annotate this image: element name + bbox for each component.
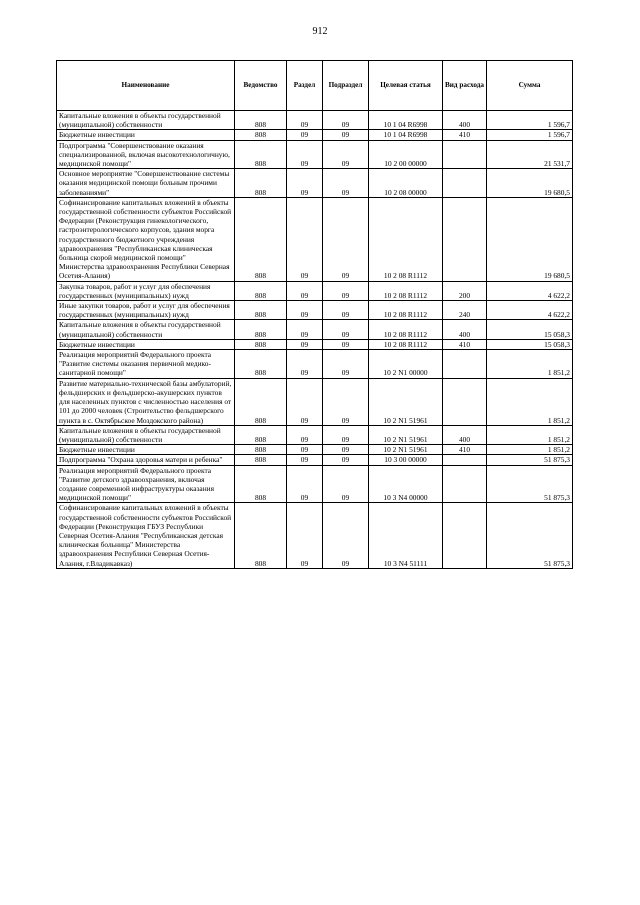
row-expense-kind xyxy=(443,140,487,169)
row-subsection: 09 xyxy=(323,140,369,169)
row-target-article: 10 2 08 R1112 xyxy=(369,301,443,320)
row-section: 09 xyxy=(287,301,323,320)
row-target-article: 10 2 N1 51961 xyxy=(369,445,443,455)
row-sum: 21 531,7 xyxy=(487,140,573,169)
row-subsection: 09 xyxy=(323,320,369,339)
row-section: 09 xyxy=(287,281,323,300)
row-target-article: 10 2 N1 51961 xyxy=(369,425,443,444)
row-name: Подпрограмма "Охрана здоровья матери и ребенка" xyxy=(57,455,235,465)
row-department: 808 xyxy=(235,445,287,455)
row-sum: 51 875,3 xyxy=(487,503,573,568)
row-subsection: 09 xyxy=(323,301,369,320)
row-department: 808 xyxy=(235,140,287,169)
row-name: Софинансирование капитальных вложений в объекты государственной собственности субъектов Российской Федерации (Реконструкция ГБУЗ Республики Северная Осетия-Алания "Республиканская детская клиническая больница" Министерства здравоохранения Республики Северная Осетия-Алания, г.Владикавказ) xyxy=(57,503,235,568)
row-name: Развитие материально-технической базы амбулаторий, фельдшерских и фельдшерско-акушерских пунктов для населенных пунктов с численностью населения от 101 до 2000 человек (Строительство фельдшерского пункта в с. Октябрьское Моздокского района) xyxy=(57,378,235,425)
table-row xyxy=(57,339,573,349)
row-department: 808 xyxy=(235,281,287,300)
row-target-article: 10 2 08 R1112 xyxy=(369,197,443,281)
table-row xyxy=(57,425,573,444)
header-subsection: Подраздел xyxy=(323,61,369,111)
row-sum: 1 851,2 xyxy=(487,445,573,455)
row-subsection: 09 xyxy=(323,111,369,130)
row-department: 808 xyxy=(235,465,287,503)
row-target-article: 10 2 08 R1112 xyxy=(369,339,443,349)
row-sum: 1 596,7 xyxy=(487,111,573,130)
row-expense-kind xyxy=(443,197,487,281)
row-target-article: 10 2 00 00000 xyxy=(369,140,443,169)
row-name: Бюджетные инвестиции xyxy=(57,445,235,455)
row-subsection: 09 xyxy=(323,503,369,568)
row-expense-kind: 200 xyxy=(443,281,487,300)
row-target-article: 10 3 N4 00000 xyxy=(369,465,443,503)
row-name: Бюджетные инвестиции xyxy=(57,339,235,349)
row-name: Основное мероприятие "Совершенствование системы оказания медицинской помощи больным прочими заболеваниями" xyxy=(57,169,235,198)
row-sum: 1 851,2 xyxy=(487,425,573,444)
row-expense-kind: 400 xyxy=(443,320,487,339)
header-sum: Сумма xyxy=(487,61,573,111)
table-row xyxy=(57,301,573,320)
row-expense-kind: 400 xyxy=(443,111,487,130)
row-name: Капитальные вложения в объекты государственной (муниципальной) собственности xyxy=(57,425,235,444)
table-row xyxy=(57,455,573,465)
table-row xyxy=(57,465,573,503)
row-section: 09 xyxy=(287,455,323,465)
row-expense-kind xyxy=(443,169,487,198)
row-subsection: 09 xyxy=(323,465,369,503)
row-sum: 1 851,2 xyxy=(487,350,573,379)
row-sum: 1 851,2 xyxy=(487,378,573,425)
row-name: Реализация мероприятий Федерального проекта "Развитие системы оказания первичной медико-санитарной помощи" xyxy=(57,350,235,379)
row-expense-kind xyxy=(443,503,487,568)
table-row xyxy=(57,320,573,339)
row-target-article: 10 1 04 R6998 xyxy=(369,111,443,130)
row-subsection: 09 xyxy=(323,445,369,455)
row-section: 09 xyxy=(287,350,323,379)
row-department: 808 xyxy=(235,378,287,425)
row-section: 09 xyxy=(287,140,323,169)
row-sum: 15 058,3 xyxy=(487,320,573,339)
row-department: 808 xyxy=(235,339,287,349)
row-name: Иные закупки товаров, работ и услуг для обеспечения государственных (муниципальных) нужд xyxy=(57,301,235,320)
row-department: 808 xyxy=(235,503,287,568)
page-number: 912 xyxy=(312,26,328,37)
row-name: Бюджетные инвестиции xyxy=(57,130,235,140)
row-expense-kind xyxy=(443,455,487,465)
table-row xyxy=(57,140,573,169)
row-target-article: 10 1 04 R6998 xyxy=(369,130,443,140)
row-name: Реализация мероприятий Федерального проекта "Развитие детского здравоохранения, включая создание современной инфраструктуры оказания медицинской помощи" xyxy=(57,465,235,503)
row-sum: 19 680,5 xyxy=(487,169,573,198)
row-target-article: 10 2 N1 00000 xyxy=(369,350,443,379)
row-target-article: 10 3 N4 51111 xyxy=(369,503,443,568)
header-expense-kind: Вид расхода xyxy=(443,61,487,111)
row-sum: 1 596,7 xyxy=(487,130,573,140)
row-sum: 4 622,2 xyxy=(487,281,573,300)
row-subsection: 09 xyxy=(323,339,369,349)
row-name: Капитальные вложения в объекты государственной (муниципальной) собственности xyxy=(57,320,235,339)
row-section: 09 xyxy=(287,425,323,444)
row-section: 09 xyxy=(287,320,323,339)
row-sum: 4 622,2 xyxy=(487,301,573,320)
header-name: Наименование xyxy=(57,61,235,111)
row-sum: 15 058,3 xyxy=(487,339,573,349)
table-row xyxy=(57,169,573,198)
table-row xyxy=(57,130,573,140)
table-row xyxy=(57,503,573,568)
row-expense-kind: 410 xyxy=(443,130,487,140)
row-expense-kind: 410 xyxy=(443,339,487,349)
row-target-article: 10 3 00 00000 xyxy=(369,455,443,465)
row-subsection: 09 xyxy=(323,130,369,140)
header-department: Ведомство xyxy=(235,61,287,111)
row-department: 808 xyxy=(235,425,287,444)
row-subsection: 09 xyxy=(323,169,369,198)
row-sum: 51 875,3 xyxy=(487,455,573,465)
row-department: 808 xyxy=(235,455,287,465)
row-expense-kind xyxy=(443,465,487,503)
table-row xyxy=(57,111,573,130)
row-expense-kind xyxy=(443,350,487,379)
row-name: Закупка товаров, работ и услуг для обеспечения государственных (муниципальных) нужд xyxy=(57,281,235,300)
table-header-row xyxy=(57,61,573,111)
row-subsection: 09 xyxy=(323,455,369,465)
row-name: Софинансирование капитальных вложений в объекты государственной собственности субъектов Российской Федерации (Реконструкция гинекологического, гастроэнтерологического корпусов, здания морга государственного бюджетного учреждения здравоохранения "Республиканская клиническая больница скорой медицинской помощи" Министерства здравоохранения Республики Северная Осетия-Алания) xyxy=(57,197,235,281)
row-subsection: 09 xyxy=(323,378,369,425)
row-sum: 19 680,5 xyxy=(487,197,573,281)
table-row xyxy=(57,197,573,281)
table-row xyxy=(57,350,573,379)
table-row xyxy=(57,445,573,455)
row-department: 808 xyxy=(235,169,287,198)
row-section: 09 xyxy=(287,445,323,455)
row-department: 808 xyxy=(235,320,287,339)
row-expense-kind: 410 xyxy=(443,445,487,455)
row-target-article: 10 2 08 00000 xyxy=(369,169,443,198)
row-section: 09 xyxy=(287,197,323,281)
row-target-article: 10 2 08 R1112 xyxy=(369,320,443,339)
row-section: 09 xyxy=(287,465,323,503)
row-department: 808 xyxy=(235,350,287,379)
row-section: 09 xyxy=(287,378,323,425)
row-section: 09 xyxy=(287,503,323,568)
row-department: 808 xyxy=(235,197,287,281)
row-sum: 51 875,3 xyxy=(487,465,573,503)
row-expense-kind: 400 xyxy=(443,425,487,444)
table-row xyxy=(57,378,573,425)
row-expense-kind: 240 xyxy=(443,301,487,320)
row-subsection: 09 xyxy=(323,281,369,300)
row-expense-kind xyxy=(443,378,487,425)
row-section: 09 xyxy=(287,169,323,198)
row-section: 09 xyxy=(287,111,323,130)
row-target-article: 10 2 08 R1112 xyxy=(369,281,443,300)
row-department: 808 xyxy=(235,130,287,140)
row-subsection: 09 xyxy=(323,350,369,379)
header-target-article: Целевая статья xyxy=(369,61,443,111)
row-name: Капитальные вложения в объекты государственной (муниципальной) собственности xyxy=(57,111,235,130)
row-department: 808 xyxy=(235,111,287,130)
row-subsection: 09 xyxy=(323,197,369,281)
row-target-article: 10 2 N1 51961 xyxy=(369,378,443,425)
row-subsection: 09 xyxy=(323,425,369,444)
budget-table xyxy=(56,60,573,569)
table-row xyxy=(57,281,573,300)
row-department: 808 xyxy=(235,301,287,320)
row-section: 09 xyxy=(287,339,323,349)
row-section: 09 xyxy=(287,130,323,140)
header-section: Раздел xyxy=(287,61,323,111)
row-name: Подпрограмма "Совершенствование оказания специализированной, включая высокотехнологичную, медицинской помощи" xyxy=(57,140,235,169)
